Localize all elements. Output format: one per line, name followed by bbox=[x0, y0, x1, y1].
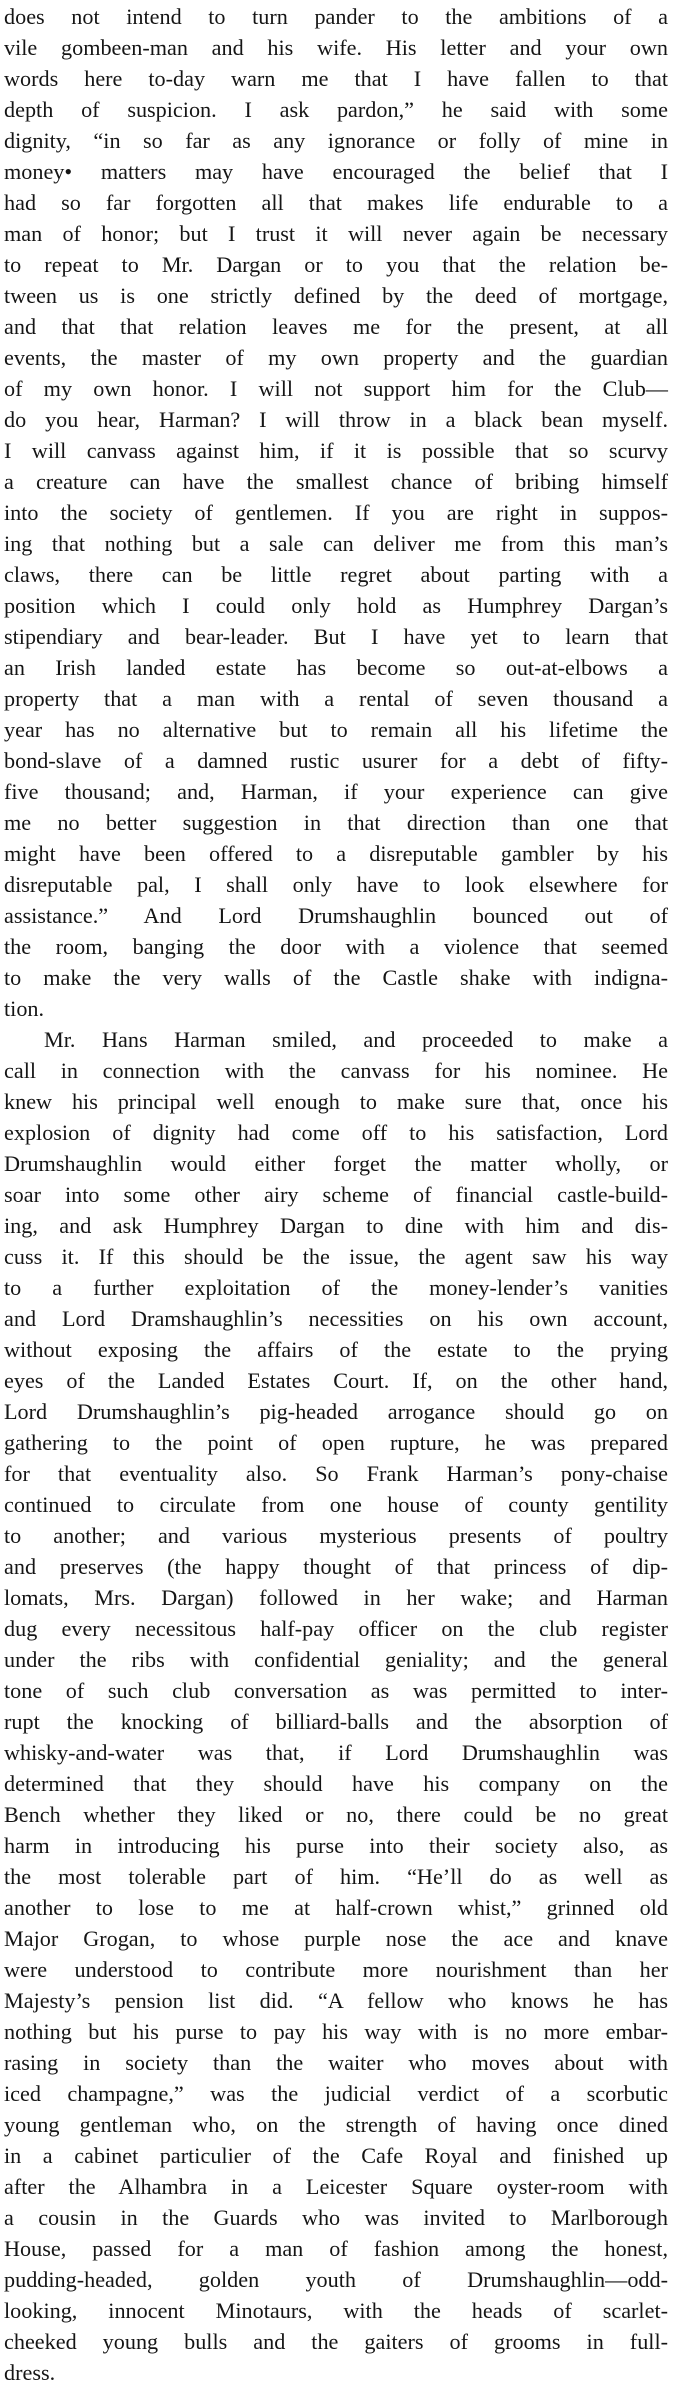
text-line: position which I could only hold as Humphrey Dargan’s bbox=[4, 593, 668, 618]
text-line: property that a man with a rental of seven thousand a bbox=[4, 686, 668, 711]
text-line: eyes of the Landed Estates Court. If, on the other hand, bbox=[4, 1368, 668, 1393]
paragraph bbox=[4, 1, 668, 1024]
text-line: dress. bbox=[4, 2360, 56, 2385]
text-line: Drumshaughlin would either forget the matter wholly, or bbox=[4, 1151, 668, 1176]
article-text bbox=[4, 1, 668, 2388]
text-line: and preserves (the happy thought of that princess of dip- bbox=[4, 1554, 668, 1579]
text-line: and that that relation leaves me for the present, at all bbox=[4, 314, 668, 339]
text-line: a cousin in the Guards who was invited to Marlborough bbox=[4, 2205, 668, 2230]
text-line: stipendiary and bear-leader. But I have yet to learn that bbox=[4, 624, 668, 649]
text-line: disreputable pal, I shall only have to look elsewhere for bbox=[4, 872, 668, 897]
text-line: dignity, “in so far as any ignorance or folly of mine in bbox=[4, 128, 668, 153]
text-line: Bench whether they liked or no, there could be no great bbox=[4, 1802, 668, 1827]
text-line: the room, banging the door with a violence that seemed bbox=[4, 934, 668, 959]
text-line: and Lord Dramshaughlin’s necessities on his own account, bbox=[4, 1306, 668, 1331]
text-line: me no better suggestion in that direction than one that bbox=[4, 810, 668, 835]
text-line: does not intend to turn pander to the ambitions of a bbox=[4, 4, 668, 29]
text-line: assistance.” And Lord Drumshaughlin bounced out of bbox=[4, 903, 668, 928]
text-line: after the Alhambra in a Leicester Square oyster-room with bbox=[4, 2174, 668, 2199]
text-line: determined that they should have his company on the bbox=[4, 1771, 668, 1796]
text-line: Major Grogan, to whose purple nose the ace and knave bbox=[4, 1926, 668, 1951]
text-line: whisky-and-water was that, if Lord Drumshaughlin was bbox=[4, 1740, 668, 1765]
text-line: another to lose to me at half-crown whist,” grinned old bbox=[4, 1895, 668, 1920]
text-line: tween us is one strictly defined by the deed of mortgage, bbox=[4, 283, 668, 308]
text-line: without exposing the affairs of the estate to the prying bbox=[4, 1337, 668, 1362]
text-line: money• matters may have encouraged the belief that I bbox=[4, 159, 668, 184]
text-line: to a further exploitation of the money-lender’s vanities bbox=[4, 1275, 668, 1300]
text-line: continued to circulate from one house of county gentility bbox=[4, 1492, 668, 1517]
text-line: depth of suspicion. I ask pardon,” he said with some bbox=[4, 97, 668, 122]
text-line: events, the master of my own property and the guardian bbox=[4, 345, 668, 370]
text-line: soar into some other airy scheme of financial castle-build- bbox=[4, 1182, 668, 1207]
text-line: under the ribs with confidential geniality; and the general bbox=[4, 1647, 668, 1672]
text-line: harm in introducing his purse into their society also, as bbox=[4, 1833, 668, 1858]
text-line: the most tolerable part of him. “He’ll do as well as bbox=[4, 1864, 668, 1889]
text-line: gathering to the point of open rupture, he was prepared bbox=[4, 1430, 668, 1455]
text-line: to make the very walls of the Castle shake with indigna- bbox=[4, 965, 668, 990]
text-line: Majesty’s pension list did. “A fellow who knows he has bbox=[4, 1988, 668, 2013]
text-line: cuss it. If this should be the issue, the agent saw his way bbox=[4, 1244, 668, 1269]
text-line: to repeat to Mr. Dargan or to you that the relation be- bbox=[4, 252, 668, 277]
text-line: cheeked young bulls and the gaiters of grooms in full- bbox=[4, 2329, 668, 2354]
text-line: man of honor; but I trust it will never again be necessary bbox=[4, 221, 668, 246]
text-line: bond-slave of a damned rustic usurer for a debt of fifty- bbox=[4, 748, 668, 773]
text-line: tone of such club conversation as was permitted to inter- bbox=[4, 1678, 668, 1703]
text-line: House, passed for a man of fashion among the honest, bbox=[4, 2236, 668, 2261]
text-line: Mr. Hans Harman smiled, and proceeded to make a bbox=[44, 1027, 668, 1052]
text-line: to another; and various mysterious presents of poultry bbox=[4, 1523, 668, 1548]
text-line: young gentleman who, on the strength of having once dined bbox=[4, 2112, 668, 2137]
text-line: words here to-day warn me that I have fallen to that bbox=[4, 66, 668, 91]
text-line: knew his principal well enough to make sure that, once his bbox=[4, 1089, 668, 1114]
text-line: vile gombeen-man and his wife. His letter and your own bbox=[4, 35, 668, 60]
text-line: rupt the knocking of billiard-balls and the absorption of bbox=[4, 1709, 668, 1734]
text-line: looking, innocent Minotaurs, with the heads of scarlet- bbox=[4, 2298, 668, 2323]
text-line: lomats, Mrs. Dargan) followed in her wake; and Harman bbox=[4, 1585, 668, 1610]
text-line: iced champagne,” was the judicial verdict of a scorbutic bbox=[4, 2081, 668, 2106]
text-line: had so far forgotten all that makes life endurable to a bbox=[4, 190, 668, 215]
text-line: for that eventuality also. So Frank Harman’s pony-chaise bbox=[4, 1461, 668, 1486]
text-line: a creature can have the smallest chance of bribing himself bbox=[4, 469, 668, 494]
text-line: year has no alternative but to remain all his lifetime the bbox=[4, 717, 668, 742]
text-line: tion. bbox=[4, 996, 45, 1021]
text-line: might have been offered to a disreputable gambler by his bbox=[4, 841, 668, 866]
text-line: dug every necessitous half-pay officer on the club register bbox=[4, 1616, 668, 1641]
text-line: five thousand; and, Harman, if your experience can give bbox=[4, 779, 668, 804]
text-line: Lord Drumshaughlin’s pig-headed arrogance should go on bbox=[4, 1399, 668, 1424]
text-line: rasing in society than the waiter who moves about with bbox=[4, 2050, 668, 2075]
text-line: in a cabinet particulier of the Cafe Royal and finished up bbox=[4, 2143, 668, 2168]
text-line: do you hear, Harman? I will throw in a black bean myself. bbox=[4, 407, 668, 432]
text-line: I will canvass against him, if it is possible that so scurvy bbox=[4, 438, 668, 463]
text-line: ing that nothing but a sale can deliver me from this man’s bbox=[4, 531, 668, 556]
text-line: nothing but his purse to pay his way with is no more embar- bbox=[4, 2019, 668, 2044]
text-line: explosion of dignity had come off to his satisfaction, Lord bbox=[4, 1120, 668, 1145]
text-line: into the society of gentlemen. If you are right in suppos- bbox=[4, 500, 668, 525]
text-line: pudding-headed, golden youth of Drumshaughlin—odd- bbox=[4, 2267, 668, 2292]
text-line: an Irish landed estate has become so out-at-elbows a bbox=[4, 655, 668, 680]
paragraph bbox=[4, 1024, 668, 2388]
text-line: call in connection with the canvass for his nominee. He bbox=[4, 1058, 668, 1083]
text-line: ing, and ask Humphrey Dargan to dine with him and dis- bbox=[4, 1213, 668, 1238]
text-line: of my own honor. I will not support him for the Club— bbox=[4, 376, 668, 401]
text-line: were understood to contribute more nourishment than her bbox=[4, 1957, 668, 1982]
text-line: claws, there can be little regret about parting with a bbox=[4, 562, 668, 587]
